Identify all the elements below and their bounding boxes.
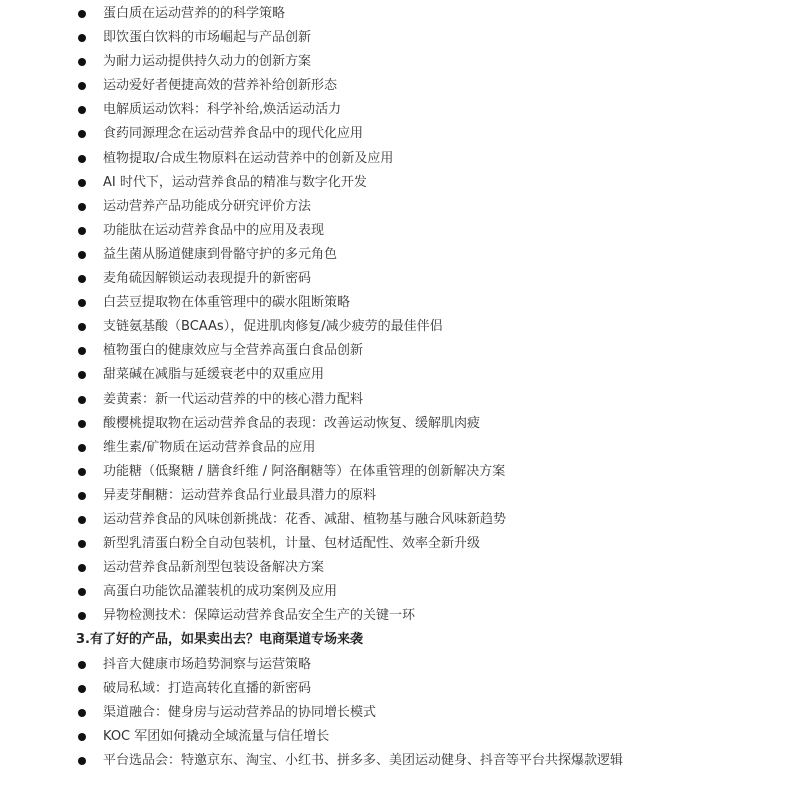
bullet-icon bbox=[78, 564, 86, 572]
bullet-icon bbox=[78, 155, 86, 163]
list-item bbox=[0, 653, 793, 677]
list-item bbox=[0, 388, 793, 412]
bullet-icon bbox=[78, 709, 86, 717]
list-item-text: 运动爱好者便捷高效的营养补给创新形态 bbox=[103, 78, 338, 94]
list-item-text: 抖音大健康市场趋势洞察与运营策略 bbox=[103, 656, 312, 672]
bullet-icon bbox=[78, 10, 86, 18]
list-item bbox=[0, 436, 793, 460]
bullet-icon bbox=[78, 82, 86, 90]
bullet-icon bbox=[78, 251, 86, 259]
list-item-text: 新型乳清蛋白粉全自动包装机，计量、包材适配性、效率全新升级 bbox=[103, 536, 481, 552]
list-item-text: 麦角硫因解锁运动表现提升的新密码 bbox=[103, 271, 312, 287]
list-item-text: 运动营养产品功能成分研究评价方法 bbox=[103, 198, 312, 214]
list-item-text: AI 时代下，运动营养食品的精准与数字化开发 bbox=[103, 174, 367, 190]
bullet-icon bbox=[78, 540, 86, 548]
list-item-text: 电解质运动饮料：科学补给,焕活运动活力 bbox=[103, 102, 342, 118]
list-item-text: 白芸豆提取物在体重管理中的碳水阻断策略 bbox=[103, 295, 351, 311]
list-item-text: 异麦芽酮糖：运动营养食品行业最具潜力的原料 bbox=[103, 487, 377, 503]
bullet-icon bbox=[78, 757, 86, 765]
bullet-icon bbox=[78, 203, 86, 211]
section-heading bbox=[0, 628, 793, 652]
list-item-text: 姜黄素：新一代运动营养的中的核心潜力配料 bbox=[103, 391, 364, 407]
list-item bbox=[0, 219, 793, 243]
bullet-icon bbox=[78, 227, 86, 235]
list-item bbox=[0, 98, 793, 122]
list-item-text: 甜菜碱在减脂与延缓衰老中的双重应用 bbox=[103, 367, 325, 383]
list-item bbox=[0, 50, 793, 74]
list-item-text: 异物检测技术：保障运动营养食品安全生产的关键一环 bbox=[103, 608, 416, 624]
bullet-icon bbox=[78, 396, 86, 404]
list-item-text: KOC 军团如何撬动全域流量与信任增长 bbox=[103, 728, 330, 744]
bullet-icon bbox=[78, 492, 86, 500]
bullet-icon bbox=[78, 444, 86, 452]
list-item-text: 运动营养食品的风味创新挑战：花香、减甜、植物基与融合风味新趋势 bbox=[103, 511, 507, 527]
list-item-text: 运动营养食品新剂型包装设备解决方案 bbox=[103, 560, 325, 576]
bullet-icon bbox=[78, 588, 86, 596]
list-item bbox=[0, 339, 793, 363]
list-item-text: 渠道融合：健身房与运动营养品的协同增长模式 bbox=[103, 704, 377, 720]
list-item bbox=[0, 74, 793, 98]
list-item bbox=[0, 147, 793, 171]
bullet-icon bbox=[78, 612, 86, 620]
bullet-icon bbox=[78, 106, 86, 114]
list-item bbox=[0, 580, 793, 604]
list-item bbox=[0, 412, 793, 436]
list-item bbox=[0, 291, 793, 315]
bullet-icon bbox=[78, 179, 86, 187]
list-item bbox=[0, 460, 793, 484]
list-item-text: 益生菌从肠道健康到骨骼守护的多元角色 bbox=[103, 246, 338, 262]
list-item bbox=[0, 749, 793, 773]
bullet-icon bbox=[78, 130, 86, 138]
bullet-icon bbox=[78, 685, 86, 693]
list-item-text: 功能糖（低聚糖 / 膳食纤维 / 阿洛酮糖等）在体重管理的创新解决方案 bbox=[103, 463, 506, 479]
list-item bbox=[0, 363, 793, 387]
list-item-text: 高蛋白功能饮品灌装机的成功案例及应用 bbox=[103, 584, 338, 600]
list-item-text: 植物蛋白的健康效应与全营养高蛋白食品创新 bbox=[103, 343, 364, 359]
list-item-text: 维生素/矿物质在运动营养食品的应用 bbox=[103, 439, 316, 455]
list-item bbox=[0, 243, 793, 267]
list-item bbox=[0, 2, 793, 26]
list-item-text: 为耐力运动提供持久动力的创新方案 bbox=[103, 54, 312, 70]
bullet-icon bbox=[78, 661, 86, 669]
bullet-icon bbox=[78, 371, 86, 379]
list-item bbox=[0, 26, 793, 50]
bullet-icon bbox=[78, 347, 86, 355]
list-item-text: 食药同源理念在运动营养食品中的现代化应用 bbox=[103, 126, 364, 142]
section-heading-text: 3.有了好的产品，如果卖出去？电商渠道专场来袭 bbox=[76, 632, 363, 648]
list-item bbox=[0, 725, 793, 749]
list-item bbox=[0, 195, 793, 219]
list-item-text: 平台选品会：特邀京东、淘宝、小红书、拼多多、美团运动健身、抖音等平台共探爆款逻辑 bbox=[103, 752, 624, 768]
bullet-icon bbox=[78, 323, 86, 331]
list-item bbox=[0, 267, 793, 291]
list-item bbox=[0, 556, 793, 580]
bullet-icon bbox=[78, 34, 86, 42]
bullet-icon bbox=[78, 58, 86, 66]
list-item bbox=[0, 677, 793, 701]
list-item bbox=[0, 171, 793, 195]
list-item-text: 功能肽在运动营养食品中的应用及表现 bbox=[103, 222, 325, 238]
list-item-text: 破局私域：打造高转化直播的新密码 bbox=[103, 680, 312, 696]
list-item-text: 支链氨基酸（BCAAs），促进肌肉修复/减少疲劳的最佳伴侣 bbox=[103, 319, 443, 335]
bullet-icon bbox=[78, 468, 86, 476]
list-item-text: 植物提取/合成生物原料在运动营养中的创新及应用 bbox=[103, 150, 394, 166]
list-item bbox=[0, 508, 793, 532]
bullet-icon bbox=[78, 299, 86, 307]
list-item bbox=[0, 532, 793, 556]
agenda-list bbox=[0, 2, 793, 773]
list-item-text: 蛋白质在运动营养的的科学策略 bbox=[103, 6, 286, 21]
list-item bbox=[0, 701, 793, 725]
list-item bbox=[0, 604, 793, 628]
list-item bbox=[0, 484, 793, 508]
list-item-text: 酸樱桃提取物在运动营养食品的表现：改善运动恢复、缓解肌肉疲 bbox=[103, 415, 481, 431]
list-item bbox=[0, 315, 793, 339]
list-item bbox=[0, 122, 793, 146]
list-item-text: 即饮蛋白饮料的市场崛起与产品创新 bbox=[103, 30, 312, 46]
bullet-icon bbox=[78, 733, 86, 741]
bullet-icon bbox=[78, 275, 86, 283]
bullet-icon bbox=[78, 420, 86, 428]
bullet-icon bbox=[78, 516, 86, 524]
